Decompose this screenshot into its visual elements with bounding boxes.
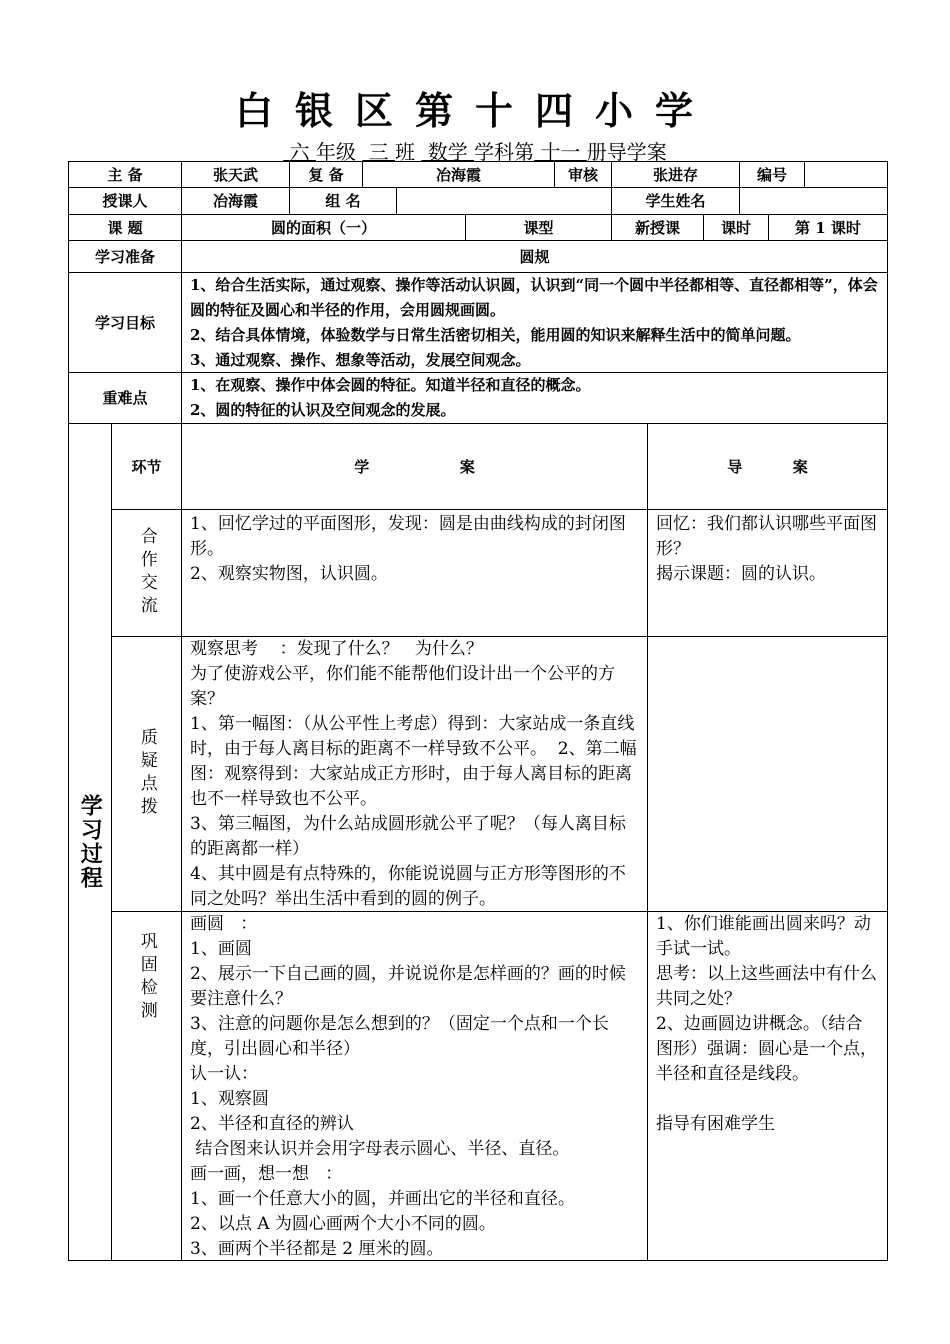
class-value: 三	[368, 140, 389, 164]
stage-name	[112, 637, 182, 912]
class-suffix: 班	[395, 140, 415, 164]
school-title: 白银区第十四小学	[234, 88, 715, 133]
stage-header: 环节	[112, 424, 182, 510]
process-label	[69, 424, 112, 1261]
stage-name	[112, 912, 182, 1261]
subject-value: 数学	[427, 140, 468, 164]
xuean-text: 画圆 ： 1、画圆 2、展示一下自己画的圆，并说说你是怎样画的？画的时候要注意什么？ 3、注意的问题你是怎么想到的？（固定一个点和一个长度，引出圆心和半径） 认一认： 1、观察圆 2、半径和直径的辨认 结合图来认识并会用字母表示圆心、半径、直径。 画一画，想一想 ： 1、画一个任意大小的圆，并画出它的半径和直径。 2、以点 A 为圆心画两个大小不同的圆。 3、画两个半径都是 2 厘米的圆。	[190, 914, 626, 1259]
lesson-plan-table	[68, 161, 888, 1261]
fubei-label: 复 备	[290, 162, 363, 188]
stage-name-text: 质疑点拨	[136, 728, 157, 820]
daoan-header: 导 案	[648, 424, 888, 510]
bianhao-label: 编号	[740, 162, 805, 188]
topic-label: 课 题	[69, 215, 182, 241]
goal-item: 1、给合生活实际，通过观察、操作等活动认识圆，认识到“同一个圆中半径都相等、直径都相等”，体会圆的特征及圆心和半径的作用，会用圆规画圆。	[190, 276, 878, 319]
bianhao-value[interactable]	[805, 162, 888, 188]
xuean-header: 学 案	[182, 424, 648, 510]
key-point-item: 1、在观察、操作中体会圆的特征。知道半径和直径的概念。	[190, 376, 591, 394]
teacher-label: 授课人	[69, 188, 182, 215]
student-name-label: 学生姓名	[612, 188, 740, 215]
key-points-content	[182, 373, 888, 424]
grade-value: 六	[289, 140, 310, 164]
group-label: 组 名	[290, 188, 397, 215]
daoan-text: 回忆：我们都认识哪些平面图形？ 揭示课题：圆的认识。	[656, 514, 877, 584]
xuean-cell	[182, 637, 648, 912]
fubei-value: 冶海霞	[363, 162, 555, 188]
lesson-type-value: 新授课	[612, 215, 704, 241]
volume-value: 十一	[540, 140, 581, 164]
period-label: 课时	[704, 215, 769, 241]
topic-value: 圆的面积（一）	[182, 215, 466, 241]
volume-suffix: 册导学案	[586, 140, 667, 164]
goals-list	[182, 273, 887, 373]
xuean-cell	[182, 510, 648, 637]
zhubei-value: 张天武	[182, 162, 290, 188]
key-points-label: 重难点	[69, 373, 182, 424]
goals-label: 学习目标	[69, 273, 182, 373]
daoan-cell	[648, 912, 888, 1261]
teacher-value: 冶海霞	[182, 188, 290, 215]
zhubei-label: 主 备	[69, 162, 182, 188]
shenhe-value: 张进存	[612, 162, 740, 188]
goal-item: 3、通过观察、操作、想象等活动，发展空间观念。	[190, 351, 531, 369]
lesson-type-label: 课型	[466, 215, 612, 241]
goal-item: 2、结合具体情境，体验数学与日常生活密切相关，能用圆的知识来解释生活中的简单问题。	[190, 326, 801, 344]
key-point-item: 2、圆的特征的认识及空间观念的发展。	[190, 401, 456, 419]
period-value: 第 1 课时	[769, 215, 888, 241]
prep-label: 学习准备	[69, 241, 182, 273]
process-label-text: 学习过程	[77, 794, 104, 890]
subject-suffix: 学科第	[474, 140, 535, 164]
shenhe-label: 审核	[555, 162, 612, 188]
daoan-text: 1、你们谁能画出圆来吗？动手试一试。 思考：以上这些画法中有什么共同之处？ 2、边画圆边讲概念。（结合图形）强调：圆心是一个点，半径和直径是线段。 指导有困难学生	[656, 914, 877, 1134]
daoan-cell	[648, 510, 888, 637]
daoan-text	[648, 637, 664, 641]
daoan-cell	[648, 637, 888, 912]
key-points-list	[182, 373, 598, 423]
stage-name	[112, 510, 182, 637]
xuean-cell	[182, 912, 648, 1261]
xuean-text: 1、回忆学过的平面图形，发现：圆是由曲线构成的封闭图形。 2、观察实物图，认识圆。	[190, 514, 626, 584]
student-name-value[interactable]	[740, 188, 888, 215]
goals-content	[182, 273, 888, 373]
stage-name-text: 合作交流	[136, 527, 157, 619]
grade-suffix: 年级	[315, 140, 356, 164]
xuean-text: 观察思考 ：发现了什么？ 为什么？ 为了使游戏公平，你们能不能帮他们设计出一个公平的方案？ 1、第一幅图：（从公平性上考虑）得到：大家站成一条直线时，由于每人离目标的距离不一样导致不公平。 2、第二幅图：观察得到：大家站成正方形时，由于每人离目标的距离也不一样导致也不公平。 3、第三幅图，为什么站成圆形就公平了呢？（每人离目标的距离都一样） 4、其中圆是有点特殊的，你能说说圆与正方形等图形的不同之处吗？举出生活中看到的圆的例子。	[190, 639, 637, 909]
group-value[interactable]	[397, 188, 612, 215]
stage-name-text: 巩固检测	[136, 932, 157, 1024]
prep-value: 圆规	[182, 241, 888, 273]
